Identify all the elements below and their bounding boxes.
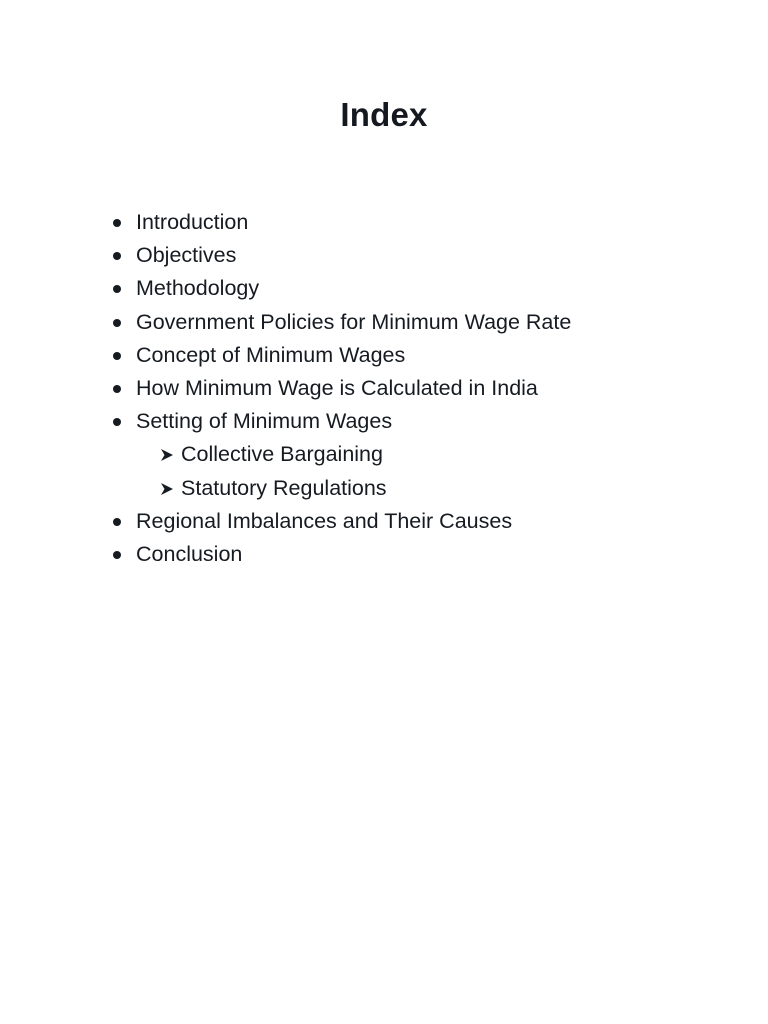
list-item-label: Regional Imbalances and Their Causes: [136, 508, 513, 533]
list-item: [110, 272, 571, 305]
bullet-icon: [113, 252, 121, 260]
list-item: [110, 206, 571, 239]
list-item-label: Concept of Minimum Wages: [136, 342, 406, 367]
list-item: [110, 239, 571, 272]
bullet-icon: [113, 385, 121, 393]
list-item: [110, 538, 571, 571]
bullet-icon: [113, 518, 121, 526]
list-item-label: Objectives: [136, 243, 237, 268]
list-item-label: Setting of Minimum Wages: [136, 409, 393, 434]
list-item-label: How Minimum Wage is Calculated in India: [136, 375, 538, 400]
page-title: Index: [340, 96, 428, 133]
sub-list-item-label: Statutory Regulations: [181, 475, 387, 500]
sub-list-item: [110, 438, 571, 471]
sub-list-item-label: Collective Bargaining: [181, 442, 383, 467]
list-item: [110, 372, 571, 405]
sub-list-item: [110, 472, 571, 505]
list-item: [110, 505, 571, 538]
index-list: [110, 206, 571, 571]
bullet-icon: [113, 352, 121, 360]
bullet-icon: [113, 418, 121, 426]
list-item-label: Conclusion: [136, 541, 243, 566]
bullet-icon: [113, 551, 121, 559]
bullet-icon: [113, 319, 121, 327]
arrowhead-icon: [159, 447, 175, 463]
bullet-icon: [113, 285, 121, 293]
list-item-label: Government Policies for Minimum Wage Rate: [136, 309, 572, 334]
list-item: [110, 339, 571, 372]
list-item-label: Methodology: [136, 276, 260, 301]
bullet-icon: [113, 219, 121, 227]
list-item: [110, 306, 571, 339]
arrowhead-icon: [159, 481, 175, 497]
list-item: [110, 405, 571, 438]
list-item-label: Introduction: [136, 210, 249, 234]
